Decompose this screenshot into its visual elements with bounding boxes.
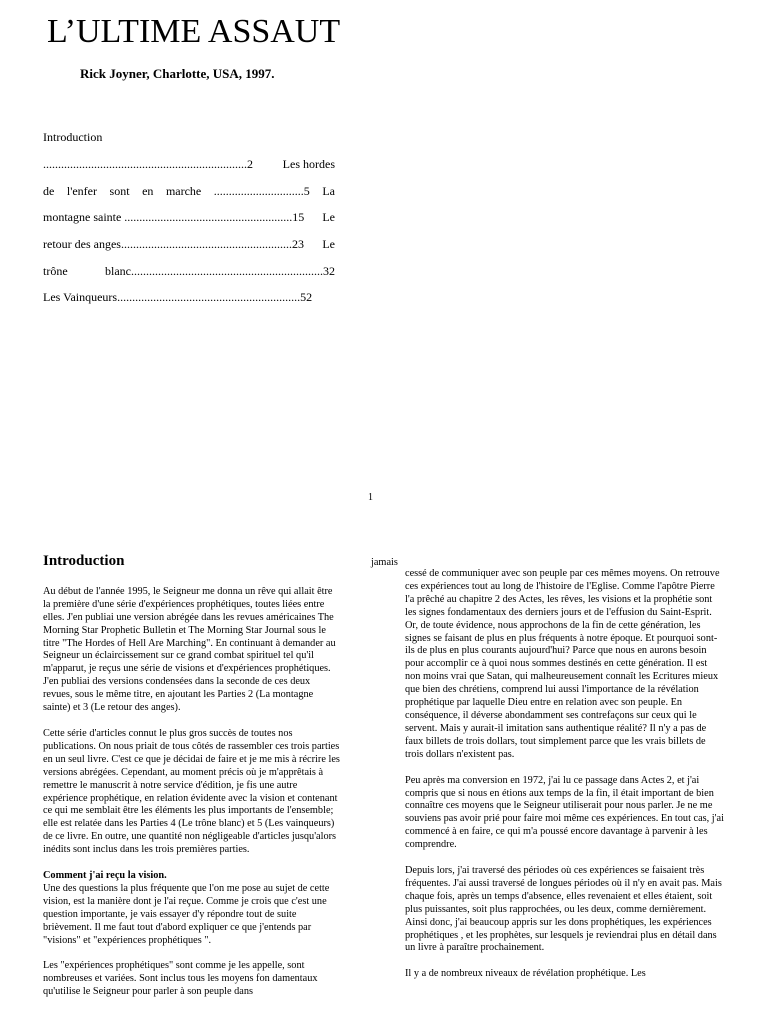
paragraph: Il y a de nombreux niveaux de révélation prophétique. Les — [405, 968, 646, 980]
paragraph: Cette série d'articles connut le plus gros succès de toutes nos publications. On nous priait de tous côtés de rassembler ces trois parties en un seul livre. C'est ce que je décidai de faire et je me mis à récrire les versions abrégées. Cependant, au moment précis où je m'apprêtais à remettre le manuscrit à notre service d'édition, je fis une autre expérience prophétique, en relation évidente avec la vision et contenant ce qui me semblait être les éléments les plus importants de l'ensemble; elle est relatée dans les Parties 4 (Le trône blanc) et 5 (Les vainqueurs) de ce livre. En outre, une quantité non négligeable d'articles jusqu'alors inédits sont inclus dans les trois premières parties. — [43, 727, 340, 856]
page-number: 1 — [368, 492, 373, 503]
right-column — [405, 568, 725, 981]
toc-line: ....................................................................2 Les hordes — [43, 157, 335, 171]
author-line: Rick Joyner, Charlotte, USA, 1997. — [80, 66, 275, 81]
subheading: Comment j'ai reçu la vision. — [43, 870, 167, 882]
carryover-word: jamais — [371, 557, 398, 568]
left-column — [43, 555, 341, 999]
paragraph: Une des questions la plus fréquente que l'on me pose au sujet de cette vision, est la manière dont je l'ai reçue. Comme je crois que c'est une question importante, je vais essayer d'y répondre tout de suite brièvement. Il me faut tout d'abord expliquer ce que j'entends par "visions" et "expériences prophétiques ". — [43, 882, 330, 946]
toc-line: de l'enfer sont en marche ..............................5 La — [43, 184, 335, 198]
paragraph: Depuis lors, j'ai traversé des périodes où ces expériences se faisaient très fréquentes. J'ai aussi traversé de longues périodes où il n'y en avait pas. Mais chaque fois, après un temps d'absence, elles revenaient et elles étaient, soit plus puissantes, soit plus rapprochées, ou les deux, comme dernièrement. Ainsi donc, j'ai beaucoup appris sur les dons prophétiques, les expériences prophétiques , et les prophètes, sur lesquels je reviendrai plus en détail dans un livre à paraître prochainement. — [405, 865, 722, 954]
toc-entry-introduction: Introduction — [43, 130, 103, 144]
paragraph: cessé de communiquer avec son peuple par ces mêmes moyens. On retrouve ces expériences tout au long de l'histoire de l'Eglise. Comme l'apôtre Pierre l'a prêché au chapitre 2 des Actes, les rêves, les visions et la prophétie sont les signes fondamentaux des derniers jours et de l'effusion du Saint-Esprit. Or, de toute évidence, nous approchons de la fin de cette génération, les signes se faisant de plus en plus fréquents à notre époque. Et pourquoi sont-ils de plus en plus courants aujourd'hui? Parce que nous en aurons besoin pour accomplir ce à quoi nous sommes destinés en cette génération. Il est non moins vrai que Satan, qui malheureusement connaît les Ecritures mieux que bien des chrétiens, comprend lui aussi l'importance de la révélation prophétique par laquelle Dieu entre en relation avec son peuple. En conséquence, il déverse abondamment ses contrefaçons sur ceux qui le servent. Mais y aurait-il imitation sans authentique réalité? Il n'y a pas de faux billets de trois dollars, tout simplement parce que les vrais billets de trois dollars n'existent pas. — [405, 568, 720, 760]
toc-line: montagne sainte ........................................................15 Le — [43, 210, 335, 224]
paragraph: Peu après ma conversion en 1972, j'ai lu ce passage dans Actes 2, et j'ai compris que si nous en étions aux temps de la fin, il était important de bien connaître ces moyens que le Seigneur utiliserait pour nous parler. Je ne me souviens pas avoir prié pour faire moi même ces expériences. En tout cas, j'ai commencé à en faire, ce qui m'a poussé encore davantage à parvenir à les comprendre. — [405, 774, 724, 851]
paragraph: Au début de l'année 1995, le Seigneur me donna un rêve qui allait être la première d'une série d'expériences prophétiques, toutes liées entre elles. J'en publiai une version abrégée dans les revues américaines The Morning Star Prophetic Bulletin et The Morning Star Journal sous le titre "The Hordes of Hell Are Marching". En continuant à demander au Seigneur un éclaircissement sur ce grand combat spirituel tel qu'il m'apparut, je reçus une série de visions et d'expériences prophétiques. J'en publiai des versions condensées dans la seconde de ces deux revues, sous le même titre, en ajoutant les Parties 2 (La montagne sainte) et 3 (Le retour des anges). — [43, 585, 336, 714]
toc-line: Les Vainqueurs.............................................................52 — [43, 290, 313, 304]
document-title: L’ULTIME ASSAUT — [47, 13, 341, 50]
paragraph: Les "expériences prophétiques" sont comme je les appelle, sont nombreuses et variées. Sont inclus tous les moyens fon damentaux qu'utilise le Seigneur pour parler à son peuple dans — [43, 960, 318, 998]
section-heading: Introduction — [43, 553, 125, 569]
toc-line: retour des anges.........................................................23 Le — [43, 237, 335, 251]
toc-line: trône blanc................................................................32 — [43, 264, 335, 278]
